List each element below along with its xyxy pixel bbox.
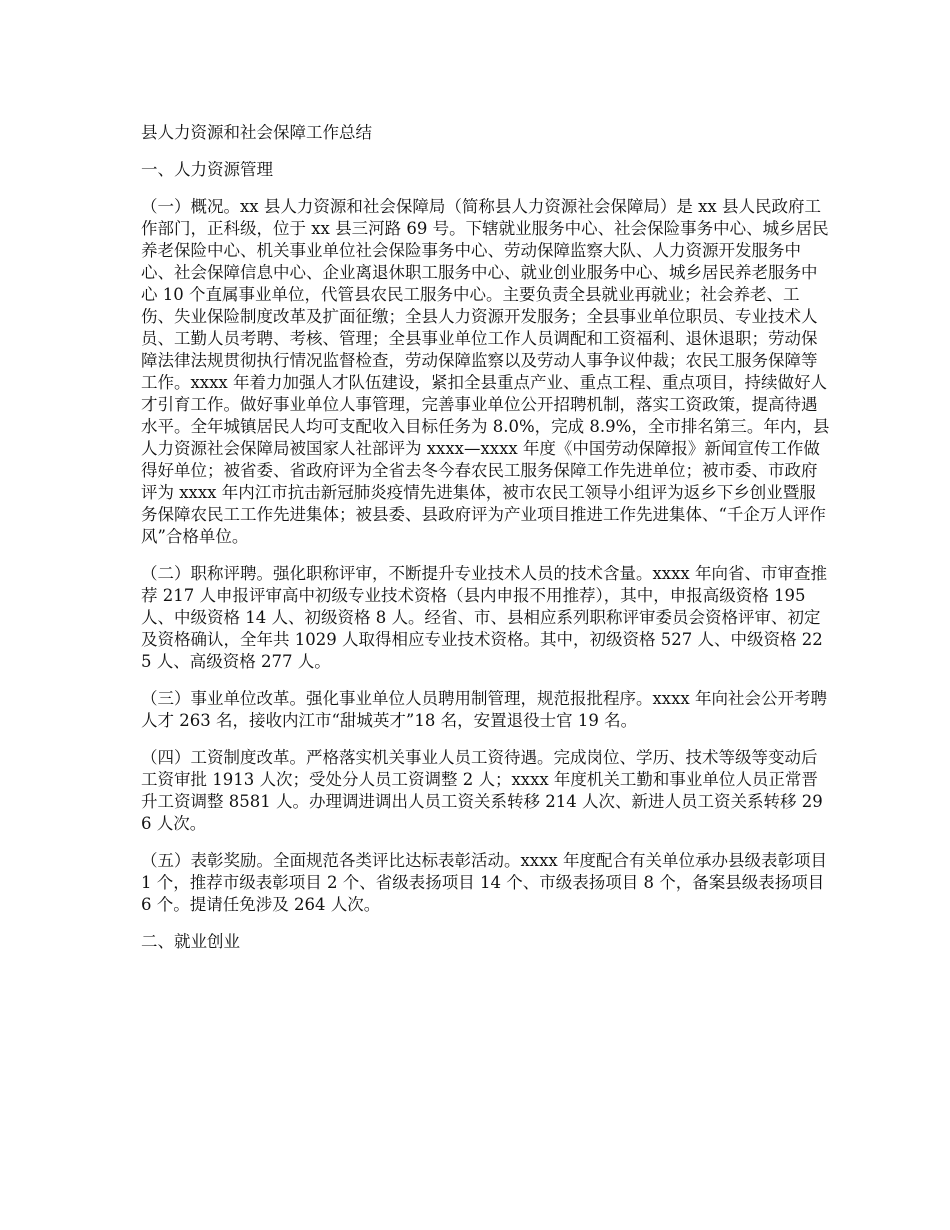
paragraph-wage-reform: （四）工资制度改革。严格落实机关事业人员工资待遇。完成岗位、学历、技术等级等变动后工资审批 1913 人次；受处分人员工资调整 2 人；xxxx 年度机关工勤和事业单位人员正常晋升工资调整 8581 人。办理调进调出人员工资关系转移 214 人次、新进人员工资关系转移 296 人次。 [141, 748, 823, 833]
document-page [141, 122, 831, 968]
paragraph-overview: （一）概况。xx 县人力资源和社会保障局（简称县人力资源社会保障局）是 xx 县人民政府工作部门，正科级，位于 xx 县三河路 69 号。下辖就业服务中心、社会保险事务中心、城乡居民养老保险中心、机关事业单位社会保险事务中心、劳动保障监察大队、人力资源开发服务中心、社会保障信息中心、企业离退休职工服务中心、就业创业服务中心、城乡居民养老服务中心 10 个直属事业单位，代管县农民工服务中心。主要负责全县就业再就业；社会养老、工伤、失业保险制度改革及扩面征缴；全县人力资源开发服务；全县事业单位职员、专业技术人员、工勤人员考聘、考核、管理；全县事业单位工作人员调配和工资福利、退休退职；劳动保障法律法规贯彻执行情况监督检查，劳动保障监察以及劳动人事争议仲裁；农民工服务保障等工作。xxxx 年着力加强人才队伍建设，紧扣全县重点产业、重点工程、重点项目，持续做好人才引育工作。做好事业单位人事管理，完善事业单位公开招聘机制，落实工资政策，提高待遇水平。全年城镇居民人均可支配收入目标任务为 8.0%，完成 8.9%，全市排名第三。年内，县人力资源社会保障局被国家人社部评为 xxxx—xxxx 年度《中国劳动保障报》新闻宣传工作做得好单位；被省委、省政府评为全省去冬今春农民工服务保障工作先进单位；被市委、市政府评为 xxxx 年内江市抗击新冠肺炎疫情先进集体，被市农民工领导小组评为返乡下乡创业暨服务保障农民工工作先进集体；被县委、县政府评为产业项目推进工作先进集体、“千企万人评作风”合格单位。 [141, 197, 830, 546]
paragraph-title-evaluation: （二）职称评聘。强化职称评审，不断提升专业技术人员的技术含量。xxxx 年向省、市审查推荐 217 人申报评审高中初级专业技术资格（县内申报不用推荐），其中，申报高级资格 195 人、中级资格 14 人、初级资格 8 人。经省、市、县相应系列职称评审委员会资格评审、初定及资格确认，全年共 1029 人取得相应专业技术资格。其中，初级资格 527 人、中级资格 225 人、高级资格 277 人。 [141, 564, 827, 671]
section-heading-employment: 二、就业创业 [141, 932, 240, 951]
document-title: 县人力资源和社会保障工作总结 [141, 123, 372, 142]
section-heading-hr-management: 一、人力资源管理 [141, 160, 273, 179]
paragraph-institution-reform: （三）事业单位改革。强化事业单位人员聘用制管理，规范报批程序。xxxx 年向社会公开考聘人才 263 名，接收内江市“甜城英才”18 名，安置退役士官 19 名。 [141, 689, 827, 730]
paragraph-commendation: （五）表彰奖励。全面规范各类评比达标表彰活动。xxxx 年度配合有关单位承办县级表彰项目 1 个，推荐市级表彰项目 2 个、省级表扬项目 14 个、市级表扬项目 8 个，备案县级表扬项目 6 个。提请任免涉及 264 人次。 [141, 851, 827, 914]
